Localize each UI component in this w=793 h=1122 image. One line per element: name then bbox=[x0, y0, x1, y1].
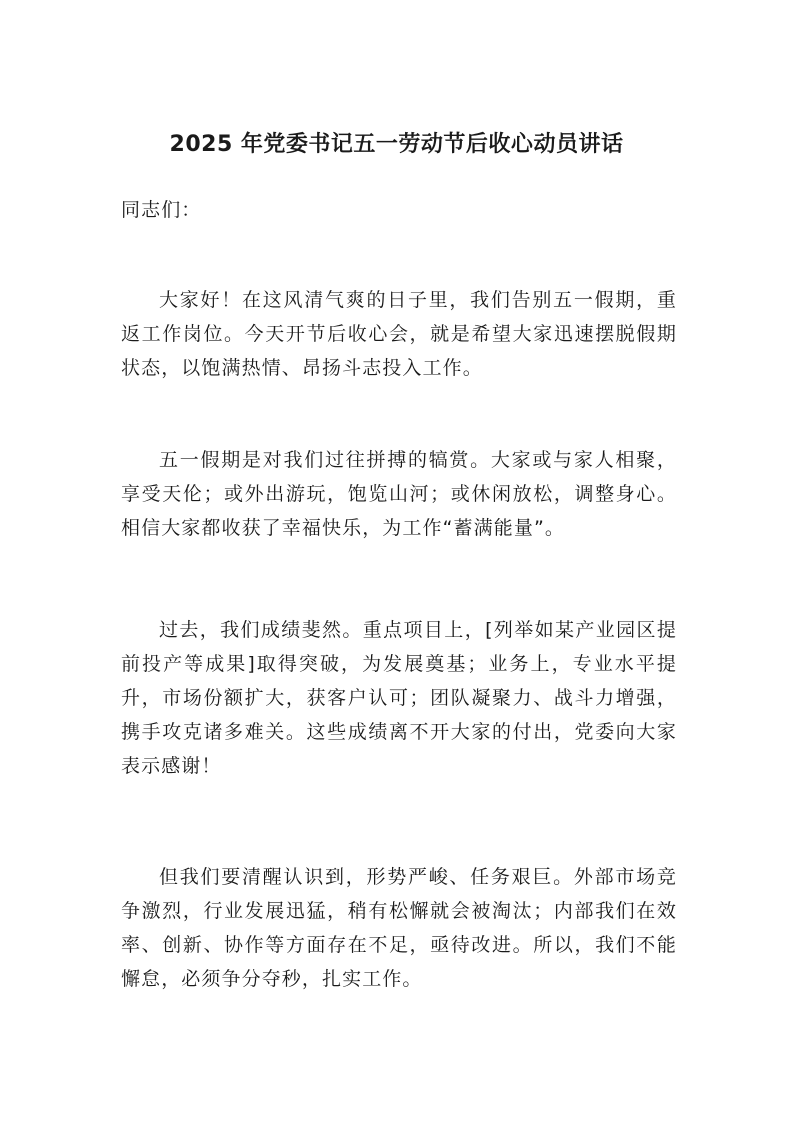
paragraph-achievements: 过去，我们成绩斐然。重点项目上，[列举如某产业园区提前投产等成果]取得突破，为发展奠基；业务上，专业水平提升，市场份额扩大，获客户认可；团队凝聚力、战斗力增强，携手攻克诸多难关。这些成绩离不开大家的付出，党委向大家表示感谢！ bbox=[121, 619, 677, 777]
salutation: 同志们： bbox=[121, 199, 202, 221]
paragraph-holiday: 五一假期是对我们过往拼搏的犒赏。大家或与家人相聚，享受天伦；或外出游玩，饱览山河；或休闲放松，调整身心。相信大家都收获了幸福快乐，为工作“蓄满能量”。 bbox=[121, 449, 677, 539]
paragraph-challenges: 但我们要清醒认识到，形势严峻、任务艰巨。外部市场竞争激烈，行业发展迅猛，稍有松懈就会被淘汰；内部我们在效率、创新、协作等方面存在不足，亟待改进。所以，我们不能懈怠，必须争分夺秒，扎实工作。 bbox=[121, 866, 677, 990]
paragraph-greeting: 大家好！在这风清气爽的日子里，我们告别五一假期，重返工作岗位。今天开节后收心会，就是希望大家迅速摆脱假期状态，以饱满热情、昂扬斗志投入工作。 bbox=[121, 289, 677, 379]
document-title: 2025 年党委书记五一劳动节后收心动员讲话 bbox=[169, 132, 624, 157]
